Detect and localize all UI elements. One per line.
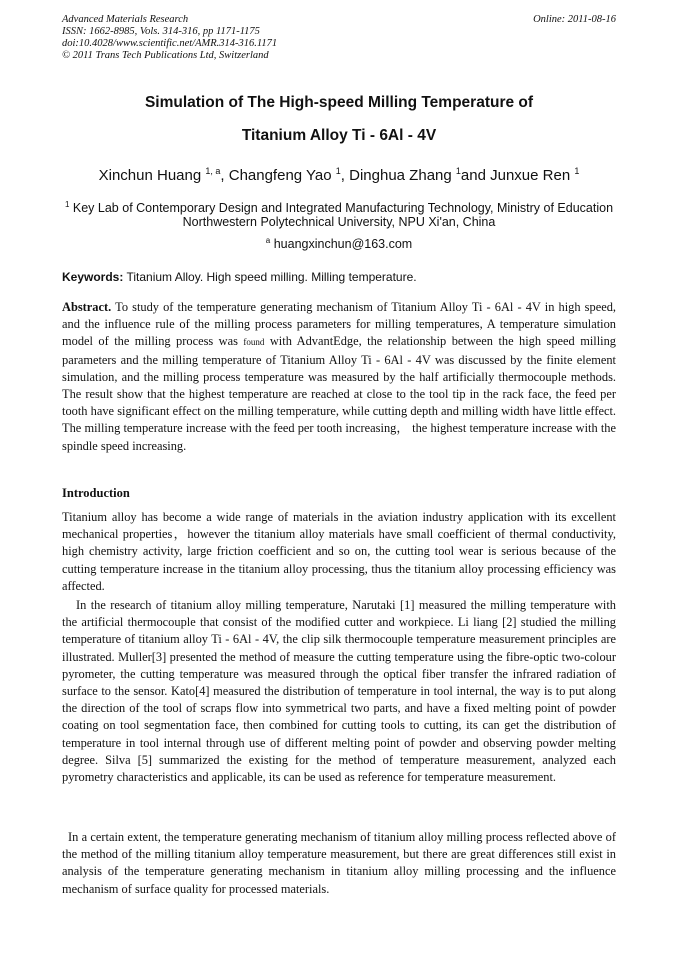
keywords-text: Titanium Alloy. High speed milling. Milling temperature. — [123, 270, 417, 284]
journal-name: Advanced Materials Research — [62, 14, 189, 25]
author-name: Xinchun Huang — [98, 167, 202, 184]
affiliation-text: Key Lab of Contemporary Design and Integrated Manufacturing Technology, Ministry of Education — [69, 201, 614, 216]
introduction-paragraph-1: Titanium alloy has become a wide range of materials in the aviation industry application with its excellent mechanical properties，however the titanium alloy materials have small coefficient of thermal conductivity, high chemistry activity, large friction coefficient and so on, the cutting tool wear is serious because of the cutting temperature increase in the titanium alloy processing, thus the titanium alloy processing efficiency was affected. — [62, 510, 616, 593]
email-text: huangxinchun@163.com — [270, 237, 413, 252]
author-separator: , — [340, 167, 350, 184]
author-name: Dinghua Zhang — [349, 167, 452, 184]
abstract-text-2: with AdvantEdge, the relationship between the high speed milling parameters and the milling temperature of Titanium Alloy Ti - 6Al - 4V was discussed by the finite element simulation, and the milling process temperature was measured by the half artificially thermocouple methods. The result show that the highest temperature are reached at close to the tool tip in the rack face, the feed per tooth have significant effect on the milling temperature, while cutting depth and milling width have little effect. The milling temperature increase with the feed per tooth increasing， the highest temperature increase with the spindle speed increasing. — [62, 334, 616, 453]
author-conjunction: and — [460, 167, 491, 184]
author-superscript: 1 — [335, 166, 341, 176]
author-list — [40, 166, 638, 184]
affiliation-line-2: Northwestern Polytechnical University, NPU Xi'an, China — [182, 215, 496, 229]
author-name: Changfeng Yao — [228, 167, 332, 184]
affiliation-superscript: 1 — [64, 200, 70, 209]
copyright-line: © 2011 Trans Tech Publications Ltd, Switzerland — [62, 50, 269, 61]
doi-line: doi:10.4028/www.scientific.net/AMR.314-316.1171 — [62, 38, 278, 49]
email-line — [62, 232, 616, 253]
abstract-found-word: found — [243, 337, 265, 348]
paper-title-line-2: Titanium Alloy Ti - 6Al - 4V — [241, 127, 437, 144]
journal-header — [62, 14, 616, 62]
abstract-label: Abstract. — [62, 300, 112, 314]
online-date: Online: 2011-08-16 — [533, 14, 616, 25]
email-superscript: a — [265, 236, 271, 245]
issn-line: ISSN: 1662-8985, Vols. 314-316, pp 1171-1175 — [62, 26, 260, 37]
author-superscript: 1, a — [205, 166, 221, 176]
introduction-paragraph-3: In a certain extent, the temperature generating mechanism of titanium alloy milling process reflected above of the method of the milling titanium alloy temperature measurement, but there are great differences still exist in analysis of the temperature generating mechanism in titanium alloy milling processing and the influence mechanism of surface quality for processed materials. — [62, 830, 616, 896]
author-separator: , — [220, 167, 229, 184]
abstract-paragraph — [62, 299, 616, 455]
introduction-paragraph-2: In the research of titanium alloy milling temperature, Narutaki [1] measured the milling temperature with the artificial thermocouple that consist of the modified cutter and workpiece. Li liang [2] studied the milling temperature of titanium alloy Ti - 6Al - 4V, the clip silk thermocouple temperature measurement principles are illustrated. Muller[3] presented the method of measure the cutting temperature using the fibre-optic two-colour pyrometer, the cutting temperature was measured through the optical fiber transfer the infrared radiation of surface to the sensor. Kato[4] measured the distribution of temperature in tool internal, the way is to put along the direction of the tool of scraps flow into symmetrical two parts, and have a fixed melting point of powder coating on tool segmentation face, then combined for cutting tools to cutting, its can get the distribution of temperature in tool internal through use of different melting point of powder and observing powder melting degree. Silva [5] summarized the existing for the method of temperature measurement, analyzed each pyrometry characteristics and applicable, its can be used as reference for temperature measurement. — [62, 598, 616, 785]
abstract-text-1: To study of the temperature generating mechanism of Titanium Alloy Ti - 6Al - 4V in high speed, and the influence rule of the milling process parameters for milling temperatures, A temperature simulation model of the milling process was — [62, 300, 616, 349]
paper-title-line-1: Simulation of The High-speed Milling Temperature of — [144, 94, 534, 111]
author-superscript: 1 — [455, 166, 461, 176]
keywords-line — [62, 270, 417, 284]
author-superscript: 1 — [574, 166, 580, 176]
introduction-heading: Introduction — [62, 486, 130, 500]
keywords-label: Keywords: — [62, 270, 124, 284]
author-name: Junxue Ren — [490, 167, 571, 184]
